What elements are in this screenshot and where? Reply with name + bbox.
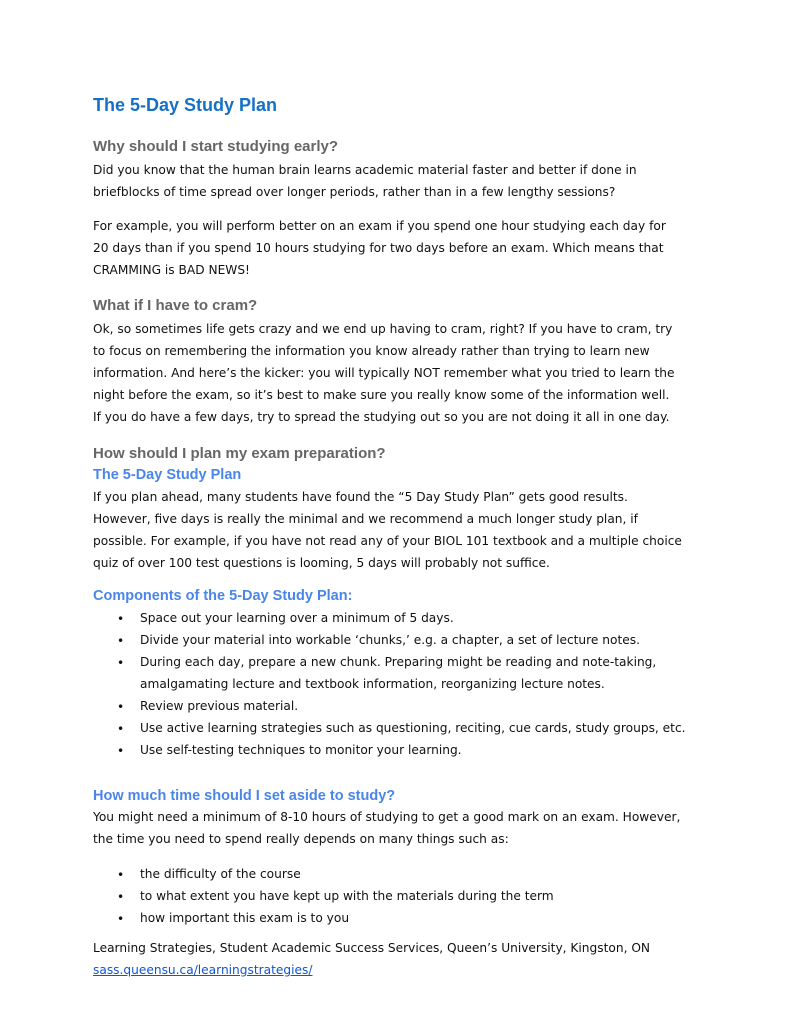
paragraph-line: For example, you will perform better on an exam if you spend one hour studying each day for — [93, 219, 666, 233]
bullet-icon: • — [117, 912, 125, 926]
heading-why-study-early: Why should I start studying early? — [93, 138, 339, 155]
bullet-icon: • — [117, 890, 125, 904]
bullet-item: to what extent you have kept up with the materials during the term — [140, 889, 554, 903]
paragraph-line: information. And here’s the kicker: you will typically NOT remember what you tried to learn the — [93, 366, 675, 380]
bullet-item: Use self-testing techniques to monitor your learning. — [140, 743, 462, 757]
bullet-item: Divide your material into workable ‘chunks,’ e.g. a chapter, a set of lecture notes. — [140, 633, 640, 647]
heading-plan-exam-prep: How should I plan my exam preparation? — [93, 445, 386, 462]
bullet-icon: • — [117, 612, 125, 626]
paragraph-line: However, five days is really the minimal and we recommend a much longer study plan, if — [93, 512, 638, 526]
paragraph-line: briefblocks of time spread over longer periods, rather than in a few lengthy sessions? — [93, 185, 616, 199]
footer-credit: Learning Strategies, Student Academic Success Services, Queen’s University, Kingston, ON — [93, 941, 651, 955]
subheading-5-day-plan: The 5-Day Study Plan — [93, 467, 242, 483]
heading-cram: What if I have to cram? — [93, 297, 258, 314]
heading-time-to-study: How much time should I set aside to study? — [93, 788, 396, 804]
paragraph-line: 20 days than if you spend 10 hours studying for two days before an exam. Which means that — [93, 241, 664, 255]
bullet-icon: • — [117, 634, 125, 648]
paragraph-line: You might need a minimum of 8-10 hours of studying to get a good mark on an exam. However, — [93, 810, 681, 824]
paragraph-line: possible. For example, if you have not read any of your BIOL 101 textbook and a multiple choice — [93, 534, 682, 548]
bullet-icon: • — [117, 868, 125, 882]
paragraph-line: Ok, so sometimes life gets crazy and we end up having to cram, right? If you have to cram, try — [93, 322, 673, 336]
bullet-icon: • — [117, 700, 125, 714]
paragraph-line: If you do have a few days, try to spread the studying out so you are not doing it all in one day. — [93, 410, 670, 424]
bullet-icon: • — [117, 744, 125, 758]
bullet-item-continued: amalgamating lecture and textbook information, reorganizing lecture notes. — [140, 677, 605, 691]
bullet-item: the difficulty of the course — [140, 867, 301, 881]
paragraph-line: If you plan ahead, many students have found the “5 Day Study Plan” gets good results. — [93, 490, 628, 504]
page-title: The 5-Day Study Plan — [93, 95, 278, 115]
paragraph-line: night before the exam, so it’s best to make sure you really know some of the information well. — [93, 388, 670, 402]
footer-link[interactable]: sass.queensu.ca/learningstrategies/ — [93, 963, 313, 977]
paragraph-line: the time you need to spend really depends on many things such as: — [93, 832, 509, 846]
bullet-item: Space out your learning over a minimum of 5 days. — [140, 611, 454, 625]
bullet-icon: • — [117, 722, 125, 736]
bullet-icon: • — [117, 656, 125, 670]
paragraph-line: to focus on remembering the information you know already rather than trying to learn new — [93, 344, 650, 358]
bullet-item: During each day, prepare a new chunk. Preparing might be reading and note-taking, — [140, 655, 657, 669]
paragraph-line: Did you know that the human brain learns academic material faster and better if done in — [93, 163, 637, 177]
paragraph-line: CRAMMING is BAD NEWS! — [93, 263, 250, 277]
bullet-item: how important this exam is to you — [140, 911, 350, 925]
heading-components: Components of the 5-Day Study Plan: — [93, 588, 353, 604]
bullet-item: Review previous material. — [140, 699, 299, 713]
bullet-item: Use active learning strategies such as questioning, reciting, cue cards, study groups, etc. — [140, 721, 686, 735]
paragraph-line: quiz of over 100 test questions is looming, 5 days will probably not suffice. — [93, 556, 550, 570]
